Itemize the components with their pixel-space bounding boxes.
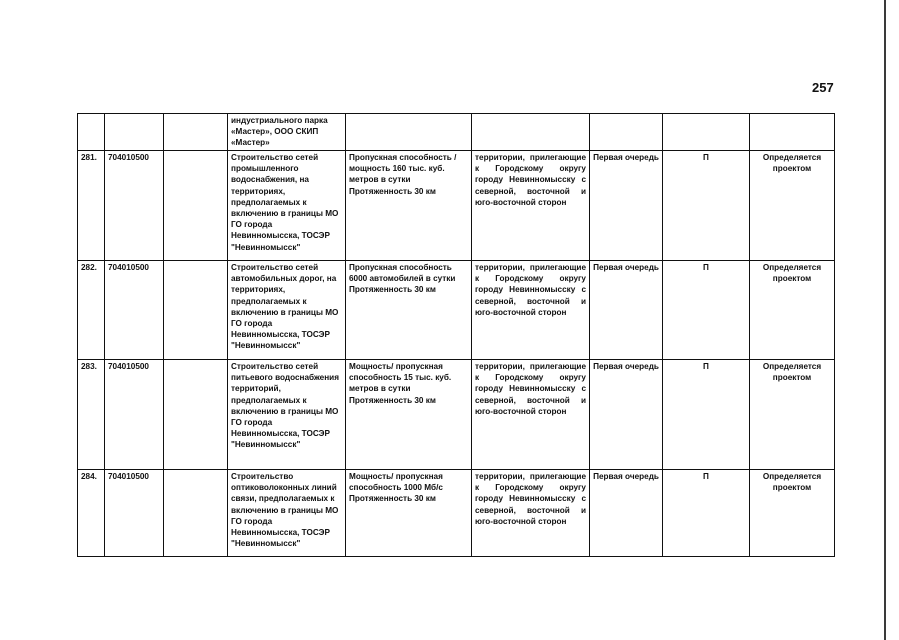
location-cell [472, 114, 590, 151]
page-edge-line [884, 0, 886, 640]
empty-cell [164, 470, 228, 557]
empty-cell [164, 261, 228, 360]
code-cell: 704010500 [105, 470, 164, 557]
zone-cell: Определяется проектом [750, 261, 835, 360]
num-cell: 283. [78, 360, 105, 470]
num-cell [78, 114, 105, 151]
location-cell: территории, прилегающие к Городскому округу городу Невинномысску с северной, восточной и юго-восточной сторон [472, 360, 590, 470]
page-number: 257 [812, 80, 834, 95]
location-cell: территории, прилегающие к Городскому округу городу Невинномысску с северной, восточной и юго-восточной сторон [472, 470, 590, 557]
num-cell: 284. [78, 470, 105, 557]
zone-cell: Определяется проектом [750, 360, 835, 470]
empty-cell [164, 151, 228, 261]
name-cell: Строительство оптиковолоконных линий связи, предполагаемых к включению в границы МО ГО города Невинномысска, ТОСЭР "Невинномысск" [228, 470, 346, 557]
continuation-row [78, 114, 835, 151]
params-cell: Пропускная способность / мощность 160 тыс. куб. метров в сутки Протяженность 30 км [346, 151, 472, 261]
code-cell [105, 114, 164, 151]
status-cell: П [663, 151, 750, 261]
name-cell: Строительство сетей промышленного водоснабжения, на территориях, предполагаемых к включению в границы МО ГО города Невинномысска, ТОСЭР "Невинномысск" [228, 151, 346, 261]
stage-cell [590, 114, 663, 151]
location-cell: территории, прилегающие к Городскому округу городу Невинномысску с северной, восточной и юго-восточной сторон [472, 261, 590, 360]
stage-cell: Первая очередь [590, 470, 663, 557]
params-cell: Пропускная способность 6000 автомобилей в сутки Протяженность 30 км [346, 261, 472, 360]
status-cell: П [663, 470, 750, 557]
empty-cell [164, 114, 228, 151]
stage-cell: Первая очередь [590, 261, 663, 360]
table-row [78, 360, 835, 470]
num-cell: 282. [78, 261, 105, 360]
table-row [78, 261, 835, 360]
zone-cell: Определяется проектом [750, 470, 835, 557]
empty-cell [164, 360, 228, 470]
zone-cell: Определяется проектом [750, 151, 835, 261]
params-cell: Мощность/ пропускная способность 15 тыс. куб. метров в сутки Протяженность 30 км [346, 360, 472, 470]
name-cell: Строительство сетей автомобильных дорог, на территориях, предполагаемых к включению в границы МО ГО города Невинномысска, ТОСЭР "Невинномысск" [228, 261, 346, 360]
params-cell: Мощность/ пропускная способность 1000 Мб/с Протяженность 30 км [346, 470, 472, 557]
zone-cell [750, 114, 835, 151]
table-row [78, 151, 835, 261]
table-row [78, 470, 835, 557]
num-cell: 281. [78, 151, 105, 261]
name-cell: индустриального парка «Мастер», ООО СКИП «Мастер» [228, 114, 346, 151]
stage-cell: Первая очередь [590, 360, 663, 470]
status-cell: П [663, 261, 750, 360]
status-cell: П [663, 360, 750, 470]
code-cell: 704010500 [105, 360, 164, 470]
infrastructure-table [77, 113, 835, 557]
params-cell [346, 114, 472, 151]
status-cell [663, 114, 750, 151]
location-cell: территории, прилегающие к Городскому округу городу Невинномысску с северной, восточной и юго-восточной сторон [472, 151, 590, 261]
name-cell: Строительство сетей питьевого водоснабжения территорий, предполагаемых к включению в границы МО ГО города Невинномысска, ТОСЭР "Невинномысск" [228, 360, 346, 470]
code-cell: 704010500 [105, 261, 164, 360]
code-cell: 704010500 [105, 151, 164, 261]
stage-cell: Первая очередь [590, 151, 663, 261]
